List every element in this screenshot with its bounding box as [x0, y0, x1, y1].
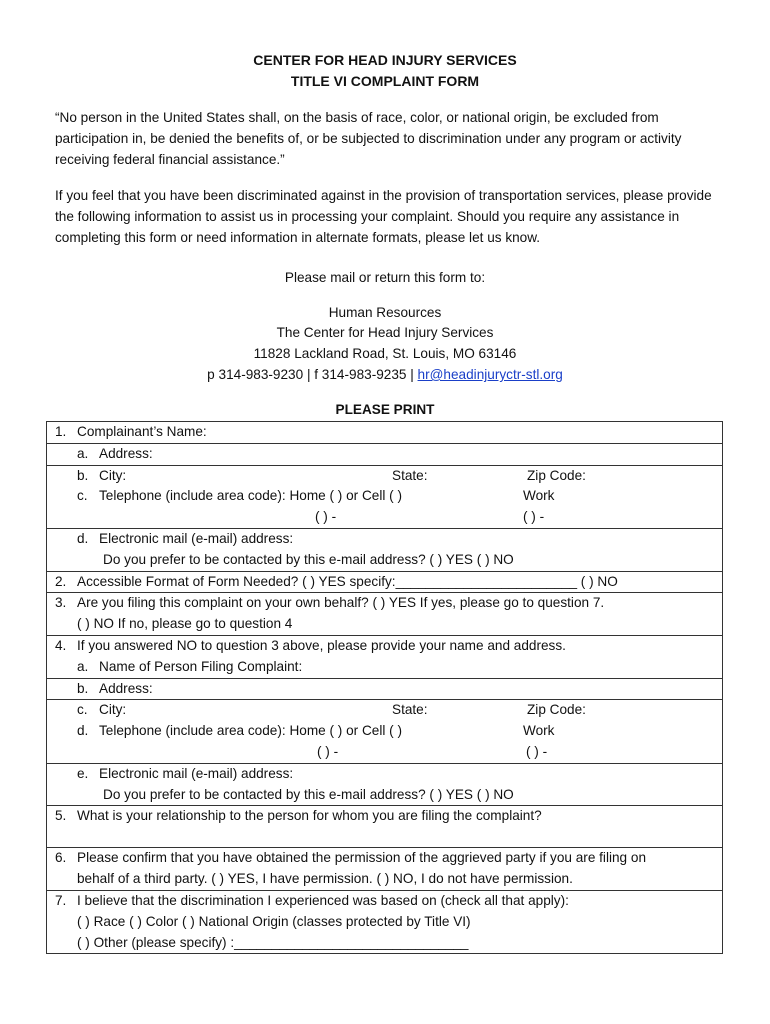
mail-org: The Center for Head Injury Services: [276, 325, 494, 340]
q4-text: If you answered NO to question 3 above, please provide your name and address.: [77, 637, 566, 653]
q4-email-row[interactable]: e. Electronic mail (e-mail) address: Do you prefer to be contacted by this e-mail address? ( ) YES ( ) NO: [47, 763, 723, 806]
q4-city-label: City:: [99, 702, 127, 718]
q1-address-row[interactable]: a. Address:: [47, 443, 723, 465]
q1-email-row[interactable]: d. Electronic mail (e-mail) address: Do you prefer to be contacted by this e-mail address? ( ) YES ( ) NO: [47, 528, 723, 571]
q4-row[interactable]: 4. If you answered NO to question 3 above, please provide your name and address. a. Name of Person Filing Complaint:: [47, 635, 723, 678]
intro-paragraph: If you feel that you have been discriminated against in the provision of transportation services, please provide the following information to assist us in processing your complaint. Should you require any assistance in completing this form or need information in alternate formats, please let us know.: [55, 188, 712, 245]
q3-no-option: ( ) NO If no, please go to question 4: [77, 616, 293, 632]
mail-contact: [0, 365, 770, 386]
q4-home-number: ( ) -: [317, 743, 339, 759]
q4-address-label: Address:: [99, 680, 153, 696]
mail-instruction: Please mail or return this form to:: [284, 270, 486, 285]
q1-city-row[interactable]: b. City: State: Zip Code: c. Telephone (include area code): Home ( ) or Cell ( ) Work ( ) - ( ) -: [47, 465, 723, 528]
please-print-label: PLEASE PRINT: [335, 402, 435, 417]
q1-work-label: Work: [523, 488, 555, 504]
q1-name-label: Complainant’s Name:: [77, 424, 207, 439]
q2-row[interactable]: 2. Accessible Format of Form Needed? ( ) YES specify:________________________ ( ) NO: [47, 571, 723, 593]
q1-state-label: State:: [392, 467, 428, 483]
q6-options: behalf of a third party. ( ) YES, I have permission. ( ) NO, I do not have permission.: [77, 871, 573, 887]
q4-state-label: State:: [392, 702, 428, 718]
q6-row[interactable]: 6. Please confirm that you have obtained the permission of the aggrieved party if you are filing on behalf of a third party. ( ) YES, I have permission. ( ) NO, I do not have permission.: [47, 848, 723, 891]
q7-row[interactable]: 7. I believe that the discrimination I experienced was based on (check all that apply): ( ) Race ( ) Color ( ) National Origin (classes protected by Title VI) ( ) Other (please specify) :_______________________________: [47, 890, 723, 953]
q4-address-row[interactable]: b. Address:: [47, 678, 723, 700]
q4-telephone-label: Telephone (include area code): Home ( ) or Cell ( ): [99, 723, 402, 739]
q4-email-label: Electronic mail (e-mail) address:: [99, 765, 294, 781]
q1-name-row[interactable]: 1. Complainant’s Name:: [47, 422, 723, 444]
email-link[interactable]: hr@headinjuryctr-stl.org: [417, 367, 563, 382]
q6-text: Please confirm that you have obtained the permission of the aggrieved party if you are filing on: [77, 850, 647, 866]
q7-other: ( ) Other (please specify) :_______________________________: [77, 934, 469, 950]
q4-work-number: ( ) -: [526, 743, 548, 759]
q1-address-label: Address:: [99, 445, 153, 461]
form-title: TITLE VI COMPLAINT FORM: [290, 73, 480, 89]
complaint-form-table: [46, 421, 723, 954]
q3-text: Are you filing this complaint on your own behalf? ( ) YES If yes, please go to question 7.: [77, 595, 605, 611]
q7-text: I believe that the discrimination I experienced was based on (check all that apply):: [77, 892, 569, 908]
mail-address: 11828 Lackland Road, St. Louis, MO 63146: [253, 346, 517, 361]
q1-email-label: Electronic mail (e-mail) address:: [99, 530, 294, 546]
title-vi-quote: “No person in the United States shall, on the basis of race, color, or national origin, be excluded from participation in, be denied the benefits of, or be subjected to discrimination under any program or activity receiving federal financial assistance.”: [55, 110, 682, 167]
q1-home-number: ( ) -: [315, 509, 337, 525]
q5-text: What is your relationship to the person for whom you are filing the complaint?: [77, 808, 542, 824]
q4-name-label: Name of Person Filing Complaint:: [99, 658, 303, 674]
q4-work-label: Work: [523, 723, 555, 739]
q4-city-row[interactable]: c. City: State: Zip Code: d. Telephone (include area code): Home ( ) or Cell ( ) Work ( ) - ( ) -: [47, 700, 723, 763]
q1-work-number: ( ) -: [523, 509, 545, 525]
q3-row[interactable]: 3. Are you filing this complaint on your own behalf? ( ) YES If yes, please go to question 7. ( ) NO If no, please go to question 4: [47, 593, 723, 636]
mail-dept: Human Resources: [328, 305, 442, 320]
q1-email-preference: Do you prefer to be contacted by this e-mail address? ( ) YES ( ) NO: [103, 551, 514, 567]
q1-city-label: City:: [99, 467, 127, 483]
q7-options: ( ) Race ( ) Color ( ) National Origin (classes protected by Title VI): [77, 913, 471, 929]
q1-zip-label: Zip Code:: [527, 467, 586, 483]
q2-text: Accessible Format of Form Needed? ( ) YES specify:________________________ ( ) NO: [77, 573, 618, 589]
q4-email-preference: Do you prefer to be contacted by this e-mail address? ( ) YES ( ) NO: [103, 786, 514, 802]
org-title: CENTER FOR HEAD INJURY SERVICES: [253, 52, 517, 68]
q5-row[interactable]: 5. What is your relationship to the person for whom you are filing the complaint?: [47, 806, 723, 848]
q4-zip-label: Zip Code:: [527, 702, 586, 718]
q1-telephone-label: Telephone (include area code): Home ( ) or Cell ( ): [99, 488, 402, 504]
phone-fax: p 314-983-9230 | f 314-983-9235 |: [207, 367, 418, 382]
